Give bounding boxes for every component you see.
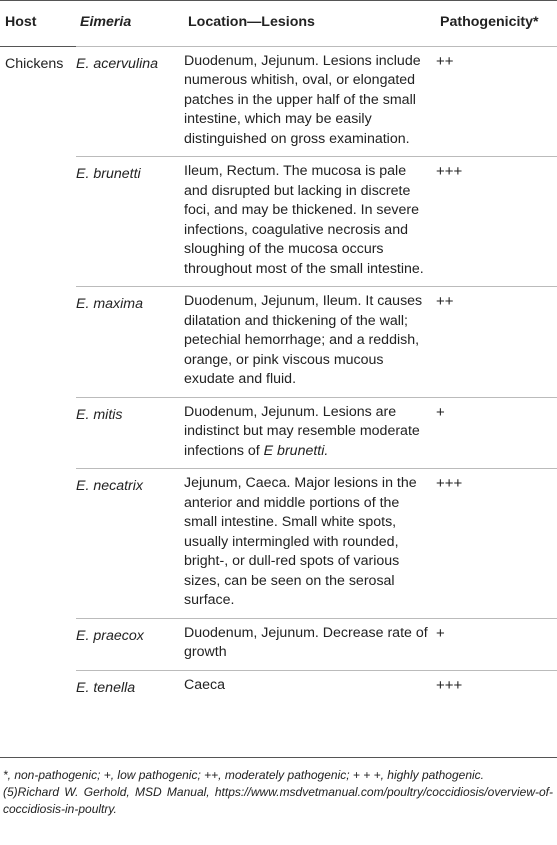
cell-host: [0, 397, 76, 469]
cell-location: Jejunum, Caeca. Major lesions in the anterior and middle portions of the small intestine. Small white spots, usually intermingled with rounded, bright-, or dull-red spots of various sizes, can be seen on the serosal surface.: [184, 469, 436, 619]
cell-eimeria: E. acervulina: [76, 46, 184, 157]
header-eimeria: Eimeria: [80, 14, 132, 30]
cell-pathogenicity: ++: [436, 46, 557, 157]
cell-pathogenicity: +: [436, 618, 557, 670]
header-pathogenicity: Pathogenicity*: [440, 14, 539, 30]
cell-location: Duodenum, Jejunum. Lesions include numerous whitish, oval, or elongated patches in the upper half of the small intestine, which may be easily distinguished on gross examination.: [184, 46, 436, 157]
cell-eimeria: E. praecox: [76, 618, 184, 670]
table-row: [0, 46, 557, 157]
cell-location-text: Duodenum, Jejunum. Lesions are indistinct but may resemble moderate infections of: [184, 403, 420, 459]
cell-location: Duodenum, Jejunum, Ileum. It causes dilatation and thickening of the wall; petechial hemorrhage; and a reddish, orange, or pink viscous mucous exudate and fluid.: [184, 287, 436, 398]
cell-eimeria: E. maxima: [76, 287, 184, 398]
cell-pathogenicity: +++: [436, 157, 557, 287]
cell-eimeria: E. brunetti: [76, 157, 184, 287]
cell-host: [0, 469, 76, 619]
cell-host: [0, 287, 76, 398]
cell-location: Ileum, Rectum. The mucosa is pale and disrupted but lacking in discrete foci, and may be thickened. In severe infections, coagulative necrosis and sloughing of the mucosa occurs throughout most of the small intestine.: [184, 157, 436, 287]
table-footnotes: [3, 767, 553, 818]
cell-location: Caeca: [184, 670, 436, 702]
cell-host: [0, 670, 76, 702]
cell-pathogenicity: +++: [436, 469, 557, 619]
table-row: [0, 469, 557, 619]
cell-eimeria: E. mitis: [76, 397, 184, 469]
header-location: Location—Lesions: [188, 14, 315, 30]
cell-location-species: E brunetti.: [263, 442, 329, 459]
footer-divider: [0, 757, 557, 758]
cell-pathogenicity: +++: [436, 670, 557, 702]
cell-pathogenicity: ++: [436, 287, 557, 398]
table-row: [0, 618, 557, 670]
cell-pathogenicity: +: [436, 397, 557, 469]
header-row: [0, 1, 557, 47]
table-row: [0, 287, 557, 398]
footnote-legend: *, non-pathogenic; +, low pathogenic; ++, moderately pathogenic; + + +, highly pathogenic.: [3, 768, 485, 782]
table-row: [0, 397, 557, 469]
table-row: [0, 157, 557, 287]
cell-eimeria: E. necatrix: [76, 469, 184, 619]
cell-host: [0, 618, 76, 670]
cell-location: Duodenum, Jejunum. Decrease rate of growth: [184, 618, 436, 670]
cell-eimeria: E. tenella: [76, 670, 184, 702]
cell-location: [184, 397, 436, 469]
cell-host: [0, 157, 76, 287]
table-row: [0, 670, 557, 702]
header-host: Host: [5, 14, 37, 30]
footnote-source: (5)Richard W. Gerhold, MSD Manual, https://www.msdvetmanual.com/poultry/coccidiosis/overview-of-coccidiosis-in-poultry.: [3, 785, 553, 816]
cell-host: Chickens: [5, 55, 64, 72]
